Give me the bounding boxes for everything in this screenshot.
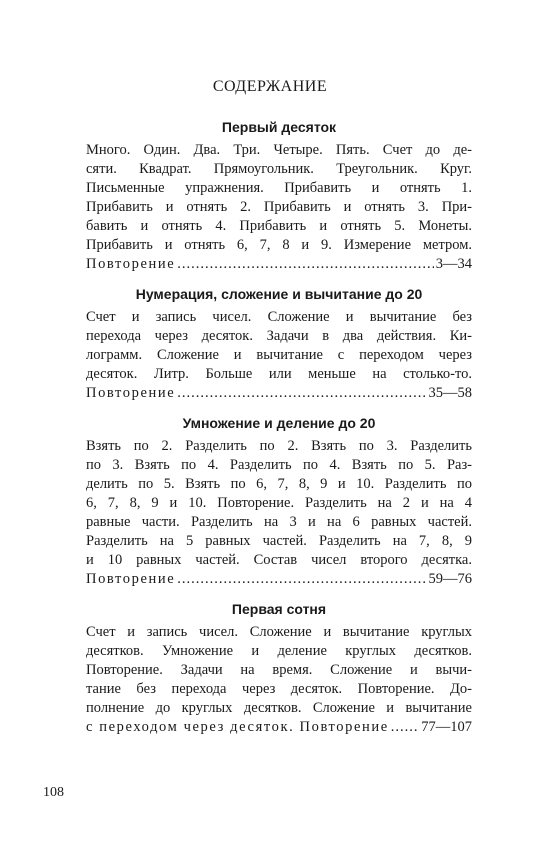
dot-leader xyxy=(177,570,426,589)
section-text-line: перехода через десяток. Задачи в два действия. Ки- xyxy=(86,328,472,344)
entry-text: Повторение xyxy=(86,571,176,587)
section-entry-line xyxy=(86,255,472,274)
dot-leader xyxy=(177,255,434,274)
entry-text: с переходом через десяток. Повторение xyxy=(86,719,389,735)
toc-section xyxy=(86,414,472,589)
section-text-line: делить по 5. Взять по 6, 7, 8, 9 и 10. Разделить по xyxy=(86,476,472,492)
section-text-line: Прибавить и отнять 2. Прибавить и отнять 3. При- xyxy=(86,199,472,215)
section-entry-line xyxy=(86,570,472,589)
section-text-line: Счет и запись чисел. Сложение и вычитание без xyxy=(86,309,472,325)
section-text-line: полнение до круглых десятков. Сложение и вычитание xyxy=(86,700,472,716)
dot-leader xyxy=(391,718,419,737)
entry-text: Повторение xyxy=(86,385,176,401)
section-text-line: по 3. Взять по 4. Разделить по 4. Взять по 5. Раз- xyxy=(86,457,472,473)
section-text-line: лограмм. Сложение и вычитание с переходом через xyxy=(86,347,472,363)
section-entry-line xyxy=(86,384,472,403)
section-text-line: равные части. Разделить на 3 и на 6 равных частей. xyxy=(86,514,472,530)
section-text-line: Повторение. Задачи на время. Сложение и вычи- xyxy=(86,662,472,678)
toc-section xyxy=(86,118,472,274)
section-heading: Умножение и деление до 20 xyxy=(182,415,376,431)
section-heading: Нумерация, сложение и вычитание до 20 xyxy=(135,286,423,302)
section-text-line: десятков. Умножение и деление круглых десятков. xyxy=(86,643,472,659)
entry-text: Повторение xyxy=(86,256,176,272)
section-text-line: Прибавить и отнять 6, 7, 8 и 9. Измерение метром. xyxy=(86,237,472,253)
section-text-line: и 10 равных частей. Состав чисел второго десятка. xyxy=(86,552,472,568)
section-text-line: Письменные упражнения. Прибавить и отнять 1. xyxy=(86,180,472,196)
section-heading: Первая сотня xyxy=(231,601,327,617)
section-text-line: сяти. Квадрат. Прямоугольник. Треугольник. Круг. xyxy=(86,161,472,177)
section-heading: Первый десяток xyxy=(221,119,337,135)
section-text-line: 6, 7, 8, 9 и 10. Повторение. Разделить на 2 и на 4 xyxy=(86,495,472,511)
page-range: 77—107 xyxy=(421,719,472,735)
page-number: 108 xyxy=(43,785,64,800)
table-of-contents xyxy=(86,118,472,748)
section-text-line: десяток. Литр. Больше или меньше на столько-то. xyxy=(86,366,472,382)
dot-leader xyxy=(177,384,426,403)
page-range: 59—76 xyxy=(428,571,472,587)
section-text-line: Много. Один. Два. Три. Четыре. Пять. Счет до де- xyxy=(86,142,472,158)
section-text-line: Счет и запись чисел. Сложение и вычитание круглых xyxy=(86,624,472,640)
section-text-line: бавить и отнять 4. Прибавить и отнять 5. Монеты. xyxy=(86,218,472,234)
page-title: СОДЕРЖАНИЕ xyxy=(212,78,328,95)
section-text-line: тание без перехода через десяток. Повторение. До- xyxy=(86,681,472,697)
page-range: 3—34 xyxy=(435,256,472,272)
section-text-line: Разделить на 5 равных частей. Разделить на 7, 8, 9 xyxy=(86,533,472,549)
toc-section xyxy=(86,285,472,403)
page-range: 35—58 xyxy=(428,385,472,401)
section-entry-line xyxy=(86,718,472,737)
section-text-line: Взять по 2. Разделить по 2. Взять по 3. Разделить xyxy=(86,438,472,454)
toc-section xyxy=(86,600,472,737)
